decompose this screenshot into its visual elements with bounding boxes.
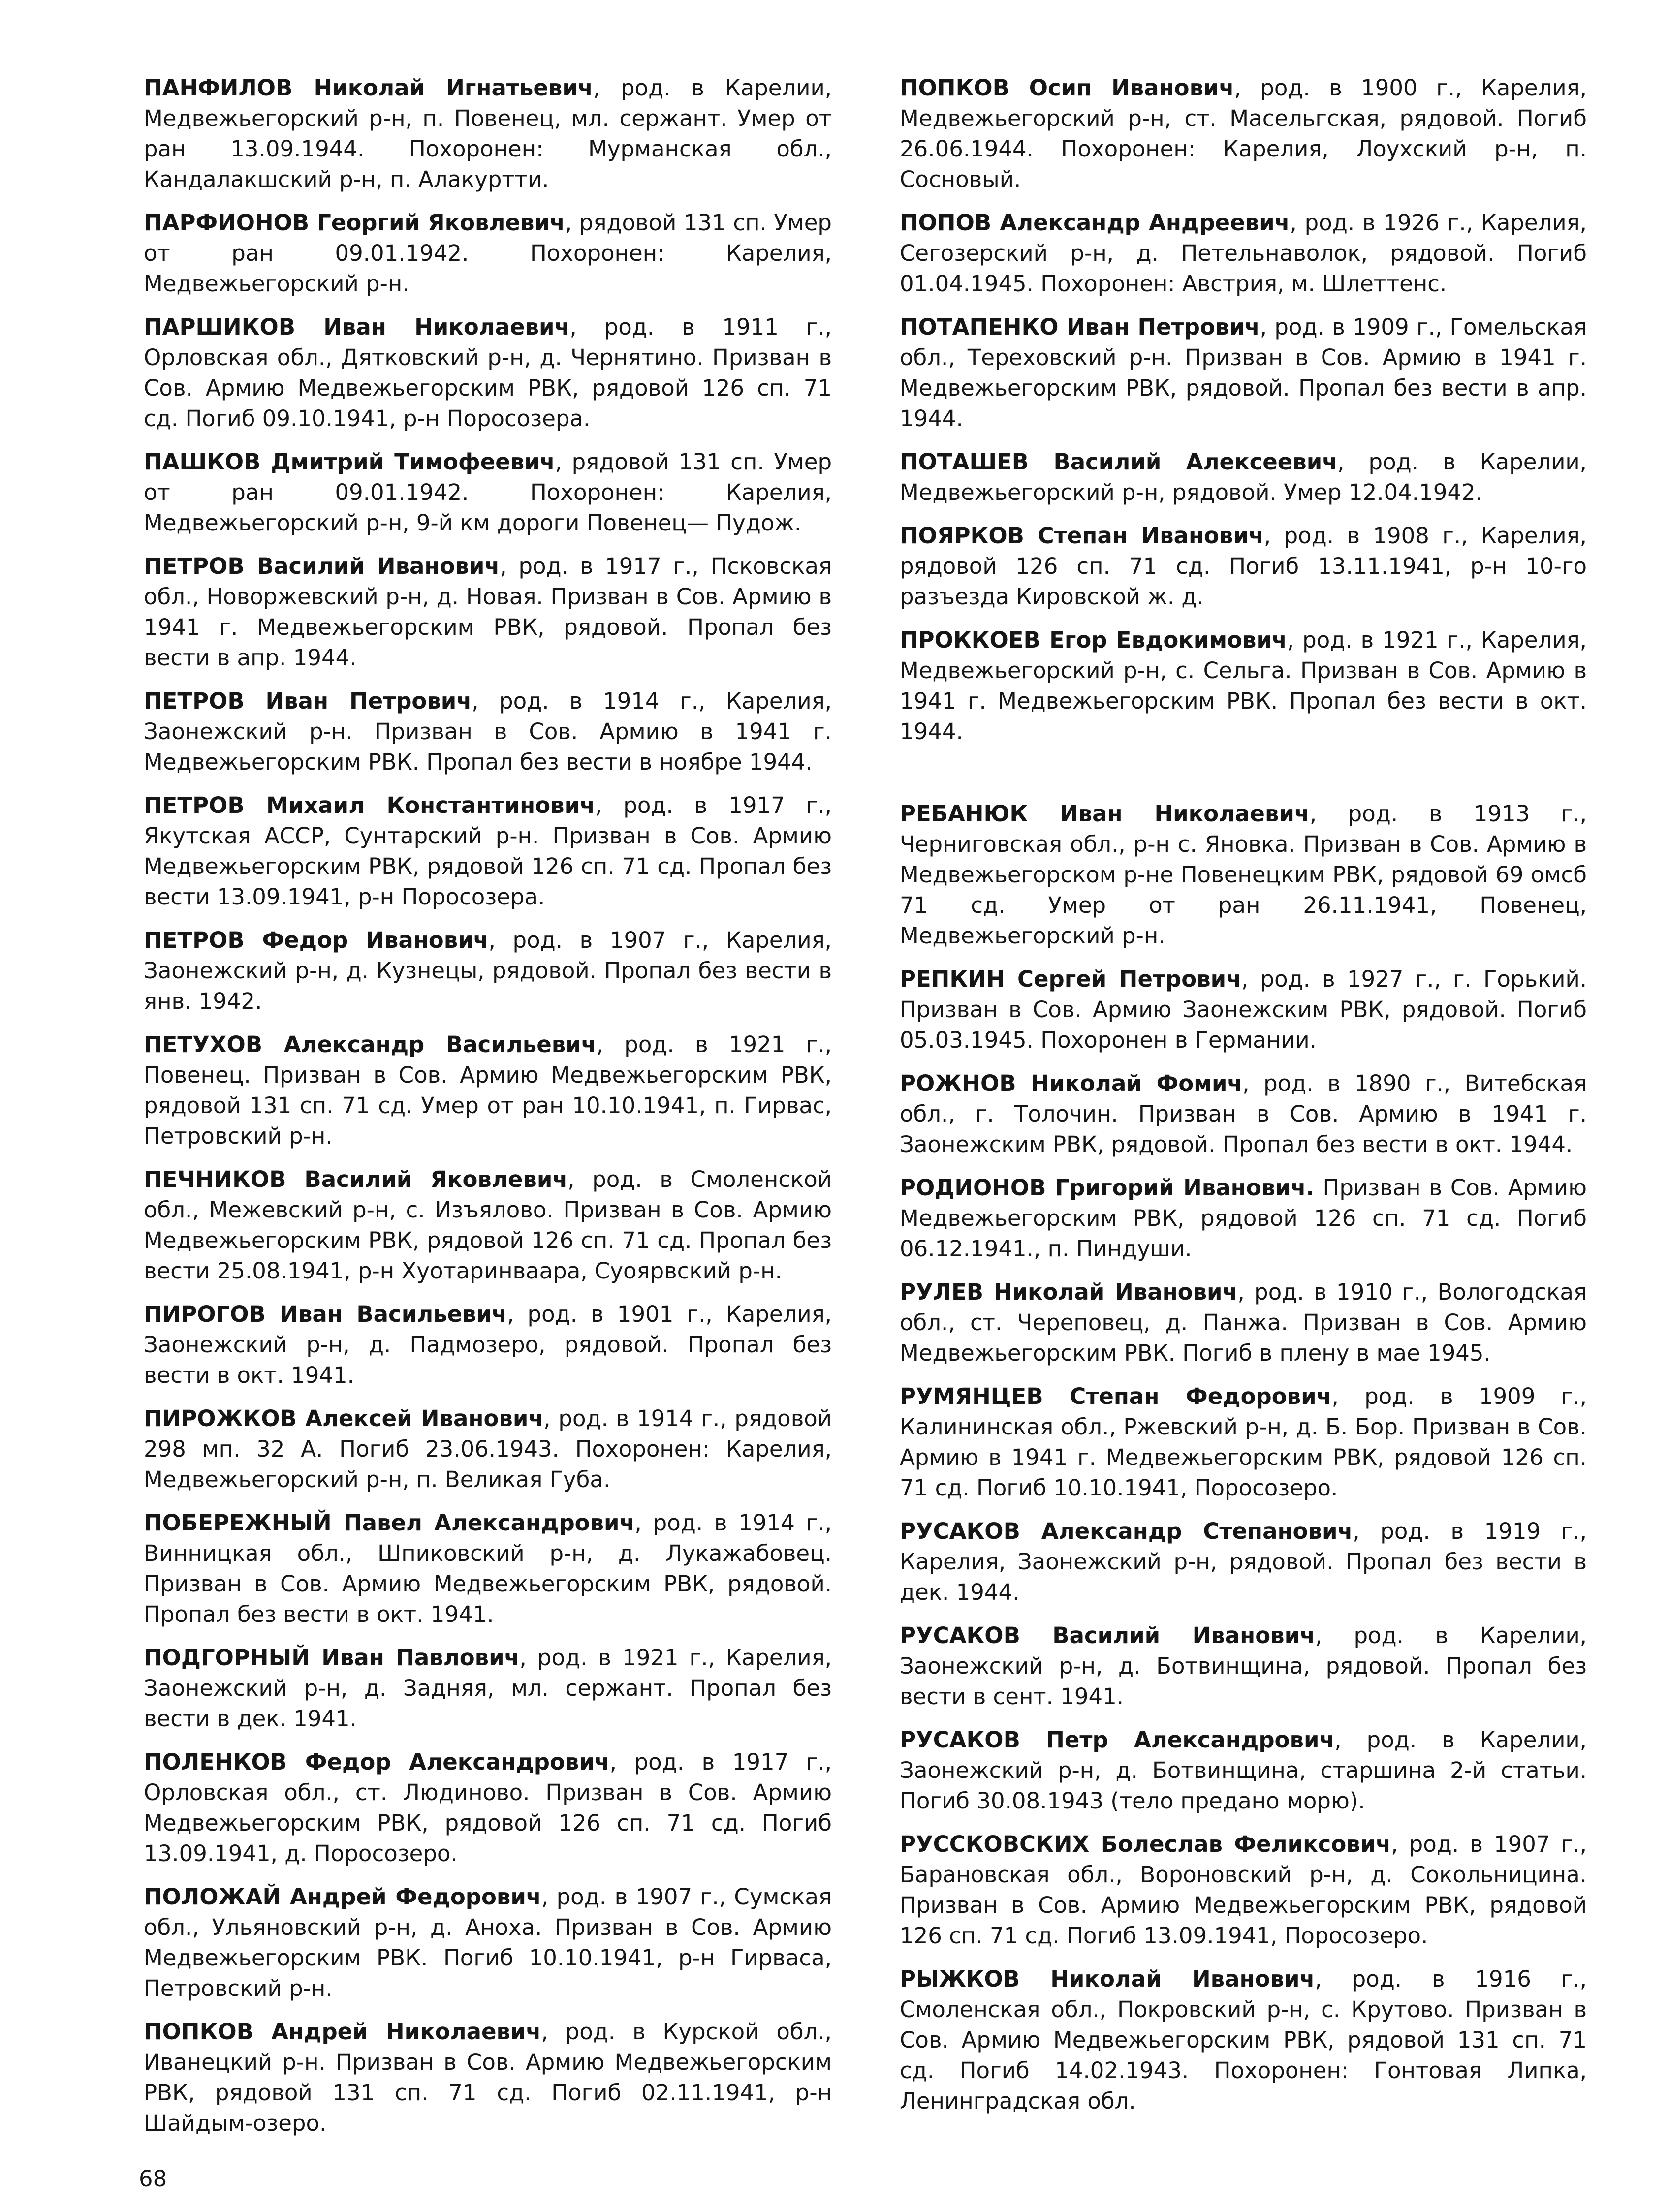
entry-name: ПЕТУХОВ Александр Васильевич: [144, 1031, 597, 1058]
entry-name: ПОТАШЕВ Василий Алексеевич: [900, 449, 1338, 475]
entry-text: , род. в 1901 г., Карелия, Заонежский р-н, д. Падмозеро, рядовой. Пропал без вести в окт. 1941.: [144, 1301, 832, 1388]
entry-name: ПЕТРОВ Иван Петрович: [144, 688, 472, 714]
entry-name: ПИРОГОВ Иван Васильевич: [144, 1301, 507, 1327]
entry-name: ПАШКОВ Дмитрий Тимофеевич: [144, 449, 555, 475]
entry-name: РУСАКОВ Александр Степанович: [900, 1518, 1353, 1544]
list-item: [144, 1299, 832, 1391]
entry-text: , род. в 1909 г., Калининская обл., Ржевский р-н, д. Б. Бор. Призван в Сов. Армию в 1941 г. Медвежьегорским РВК, рядовой 126 сп. 71 сд. Погиб 10.10.1941, Поросозеро.: [900, 1383, 1587, 1501]
entry-text: , род. в Карелии, Заонежский р-н, д. Ботвинщина, старшина 2-й статьи. Погиб 30.08.1943 (тело предано морю).: [900, 1727, 1587, 1814]
entry-text: , род. в 1914 г., рядовой 298 мп. 32 А. Погиб 23.06.1943. Похоронен: Карелия, Медвежьегорский р-н, п. Великая Губа.: [144, 1405, 832, 1493]
list-item: [900, 73, 1587, 195]
list-item: [900, 799, 1587, 951]
entry-text: , род. в 1910 г., Вологодская обл., ст. Череповец, д. Панжа. Призван в Сов. Армию Медвежьегорским РВК. Погиб в плену в мае 1945.: [900, 1279, 1587, 1366]
entry-name: ПЕТРОВ Михаил Константинович: [144, 792, 596, 818]
list-item: [900, 1829, 1587, 1951]
list-item: [144, 551, 832, 673]
entry-name: ПЕТРОВ Василий Иванович: [144, 553, 500, 579]
list-item: [144, 1403, 832, 1495]
entry-name: ПОПКОВ Андрей Николаевич: [144, 2019, 541, 2045]
entry-text: , род. в 1927 г., г. Горький. Призван в Сов. Армию Заонежским РВК, рядовой. Погиб 05.03.1945. Похоронен в Германии.: [900, 966, 1587, 1053]
page-number: 68: [139, 2166, 167, 2192]
entry-text: , род. в 1921 г., Повенец. Призван в Сов. Армию Медвежьегорским РВК, рядовой 131 сп. 71 сд. Умер от ран 10.10.1941, п. Гирвас, Петровский р-н.: [144, 1031, 832, 1149]
entry-name: РОДИОНОВ Григорий Иванович.: [900, 1175, 1315, 1201]
entry-text: , род. в 1911 г., Орловская обл., Дятковский р-н, д. Чернятино. Призван в Сов. Армию Медвежьегорским РВК, рядовой 126 сп. 71 сд. Погиб 09.10.1941, р-н Поросозера.: [144, 314, 832, 432]
entry-text: , род. в 1919 г., Карелия, Заонежский р-н, рядовой. Пропал без вести в дек. 1944.: [900, 1518, 1587, 1605]
entry-text: Призван в Сов. Армию Медвежьегорским РВК, рядовой 126 сп. 71 сд. Погиб 06.12.1941., п. Пиндуши.: [900, 1175, 1587, 1262]
list-item: [900, 964, 1587, 1056]
left-column: [144, 73, 832, 2151]
entry-text: , рядовой 131 сп. Умер от ран 09.01.1942. Похоронен: Карелия, Медвежьегорский р-н.: [144, 210, 832, 297]
list-item: [900, 1277, 1587, 1369]
entry-text: , род. в 1914 г., Винницкая обл., Шпиковский р-н, д. Лукажабовец. Призван в Сов. Армию Медвежьегорским РВК, рядовой. Пропал без вести в окт. 1941.: [144, 1510, 832, 1627]
list-item: [144, 1882, 832, 2004]
list-item: [144, 1508, 832, 1630]
entry-text: , род. в Смоленской обл., Межевский р-н, с. Изъялово. Призван в Сов. Армию Медвежьегорским РВК, рядовой 126 сп. 71 сд. Пропал без вести 25.08.1941, р-н Хуотаринваара, Суоярвский р-н.: [144, 1166, 832, 1284]
entry-name: ПАРШИКОВ Иван Николаевич: [144, 314, 570, 340]
list-item: [900, 1516, 1587, 1608]
entry-name: РЕБАНЮК Иван Николаевич: [900, 801, 1310, 827]
entry-text: , род. в 1914 г., Карелия, Заонежский р-н. Призван в Сов. Армию в 1941 г. Медвежьегорским РВК. Пропал без вести в ноябре 1944.: [144, 688, 832, 775]
list-item: [900, 1381, 1587, 1503]
entry-name: РУСАКОВ Василий Иванович: [900, 1622, 1316, 1649]
entry-text: , род. в 1921 г., Карелия, Медвежьегорский р-н, с. Сельга. Призван в Сов. Армию в 1941 г. Медвежьегорским РВК. Пропал без вести в окт. 1944.: [900, 627, 1587, 745]
entry-name: РУМЯНЦЕВ Степан Федорович: [900, 1383, 1332, 1409]
entry-text: , род. в Карелии, Медвежьегорский р-н, п. Повенец, мл. сержант. Умер от ран 13.09.1944. Похоронен: Мурманская обл., Кандалакшский р-н, п. Алакуртти.: [144, 75, 832, 192]
list-item: [144, 1164, 832, 1286]
list-item: [144, 1029, 832, 1152]
list-item: [900, 1620, 1587, 1712]
entry-name: ПИРОЖКОВ Алексей Иванович: [144, 1405, 544, 1432]
entry-text: , род. в 1907 г., Барановская обл., Вороновский р-н, д. Сокольницина. Призван в Сов. Армию Медвежьегорским РВК, рядовой 126 сп. 71 сд. Погиб 13.09.1941, Поросозеро.: [900, 1831, 1587, 1949]
list-item: [900, 1964, 1587, 2117]
list-item: [144, 447, 832, 538]
entry-text: , род. в 1917 г., Псковская обл., Новоржевский р-н, д. Новая. Призван в Сов. Армию в 1941 г. Медвежьегорским РВК, рядовой. Пропал без вести в апр. 1944.: [144, 553, 832, 671]
entry-name: ПОБЕРЕЖНЫЙ Павел Александрович: [144, 1510, 635, 1536]
entry-name: ПАРФИОНОВ Георгий Яковлевич: [144, 210, 565, 236]
entry-text: , род. в Карелии, Заонежский р-н, д. Ботвинщина, рядовой. Пропал без вести в сент. 1941.: [900, 1622, 1587, 1710]
list-item: [144, 1643, 832, 1734]
entry-name: РУСАКОВ Петр Александрович: [900, 1727, 1335, 1753]
list-item: [144, 925, 832, 1017]
entry-text: , род. в 1909 г., Гомельская обл., Тереховский р-н. Призван в Сов. Армию в 1941 г. Медвежьегорским РВК, рядовой. Пропал без вести в апр. 1944.: [900, 314, 1587, 432]
list-item: [144, 2017, 832, 2139]
entry-text: , род. в 1917 г., Орловская обл., ст. Людиново. Призван в Сов. Армию Медвежьегорским РВК, рядовой 126 сп. 71 сд. Погиб 13.09.1941, д. Поросозеро.: [144, 1749, 832, 1867]
list-item: [900, 447, 1587, 508]
entry-name: ПОЯРКОВ Степан Иванович: [900, 523, 1264, 549]
entry-text: , род. в 1907 г., Сумская обл., Ульяновский р-н, д. Аноха. Призван в Сов. Армию Медвежьегорским РВК. Погиб 10.10.1941, р-н Гирваса, Петровский р-н.: [144, 1884, 832, 2001]
entry-name: ПОЛЕНКОВ Федор Александрович: [144, 1749, 610, 1775]
entry-name: РОЖНОВ Николай Фомич: [900, 1070, 1243, 1096]
list-item: [900, 1725, 1587, 1816]
entry-text: , род. в 1907 г., Карелия, Заонежский р-н, д. Кузнецы, рядовой. Пропал без вести в янв. 1942.: [144, 927, 832, 1014]
entry-text: , род. в 1908 г., Карелия, рядовой 126 сп. 71 сд. Погиб 13.11.1941, р-н 10-го разъезда Кировской ж. д.: [900, 523, 1587, 610]
entry-name: ПРОККОЕВ Егор Евдокимович: [900, 627, 1287, 653]
entry-text: , род. в Курской обл., Иванецкий р-н. Призван в Сов. Армию Медвежьегорским РВК, рядовой 131 сп. 71 сд. Погиб 02.11.1941, р-н Шайдым-озеро.: [144, 2019, 832, 2136]
entry-text: , род. в 1890 г., Витебская обл., г. Толочин. Призван в Сов. Армию в 1941 г. Заонежским РВК, рядовой. Пропал без вести в окт. 1944.: [900, 1070, 1587, 1157]
right-column: [900, 73, 1587, 2129]
list-item: [900, 312, 1587, 434]
entry-text: , род. в 1921 г., Карелия, Заонежский р-н, д. Задняя, мл. сержант. Пропал без вести в дек. 1941.: [144, 1645, 832, 1732]
entry-name: ПЕТРОВ Федор Иванович: [144, 927, 489, 953]
entry-name: ПАНФИЛОВ Николай Игнатьевич: [144, 75, 593, 101]
list-item: [144, 312, 832, 434]
entry-name: РУССКОВСКИХ Болеслав Феликсович: [900, 1831, 1391, 1857]
list-item: [144, 790, 832, 912]
entry-text: , род. в Карелии, Медвежьегорский р-н, рядовой. Умер 12.04.1942.: [900, 449, 1587, 505]
list-item: [900, 521, 1587, 612]
list-item: [900, 1068, 1587, 1160]
list-item: [144, 208, 832, 299]
entry-text: , рядовой 131 сп. Умер от ран 09.01.1942. Похоронен: Карелия, Медвежьегорский р-н, 9-й км дороги Повенец— Пудож.: [144, 449, 832, 536]
entry-name: ПОДГОРНЫЙ Иван Павлович: [144, 1645, 520, 1671]
entry-text: , род. в 1916 г., Смоленская обл., Покровский р-н, с. Крутово. Призван в Сов. Армию Медвежьегорским РВК, рядовой 131 сп. 71 сд. Погиб 14.02.1943. Похоронен: Гонтовая Липка, Ленинградская обл.: [900, 1966, 1587, 2114]
entry-text: , род. в 1926 г., Карелия, Сегозерский р-н, д. Петельнаволок, рядовой. Погиб 01.04.1945. Похоронен: Австрия, м. Шлеттенс.: [900, 210, 1587, 297]
entry-name: ПОЛОЖАЙ Андрей Федорович: [144, 1884, 541, 1910]
list-item: [900, 1173, 1587, 1264]
entry-name: РУЛЕВ Николай Иванович: [900, 1279, 1238, 1305]
list-item: [144, 686, 832, 778]
entry-name: РЕПКИН Сергей Петрович: [900, 966, 1242, 992]
entry-name: ПОПКОВ Осип Иванович: [900, 75, 1234, 101]
entry-name: ПОТАПЕНКО Иван Петрович: [900, 314, 1260, 340]
entry-name: ПЕЧНИКОВ Василий Яковлевич: [144, 1166, 568, 1192]
entry-name: РЫЖКОВ Николай Иванович: [900, 1966, 1315, 1992]
list-item: [144, 1747, 832, 1869]
entry-name: ПОПОВ Александр Андреевич: [900, 210, 1290, 236]
list-item: [900, 208, 1587, 299]
entry-text: , род. в 1900 г., Карелия, Медвежьегорский р-н, ст. Масельгская, рядовой. Погиб 26.06.1944. Похоронен: Карелия, Лоухский р-н, п. Сосновый.: [900, 75, 1587, 192]
list-item: [900, 625, 1587, 747]
list-item: [144, 73, 832, 195]
entry-text: , род. в 1917 г., Якутская АССР, Сунтарский р-н. Призван в Сов. Армию Медвежьегорским РВК, рядовой 126 сп. 71 сд. Пропал без вести 13.09.1941, р-н Поросозера.: [144, 792, 832, 910]
entry-text: , род. в 1913 г., Черниговская обл., р-н с. Яновка. Призван в Сов. Армию в Медвежьегорском р-не Повенецким РВК, рядовой 69 омсб 71 сд. Умер от ран 26.11.1941, Повенец, Медвежьегорский р-н.: [900, 801, 1587, 949]
